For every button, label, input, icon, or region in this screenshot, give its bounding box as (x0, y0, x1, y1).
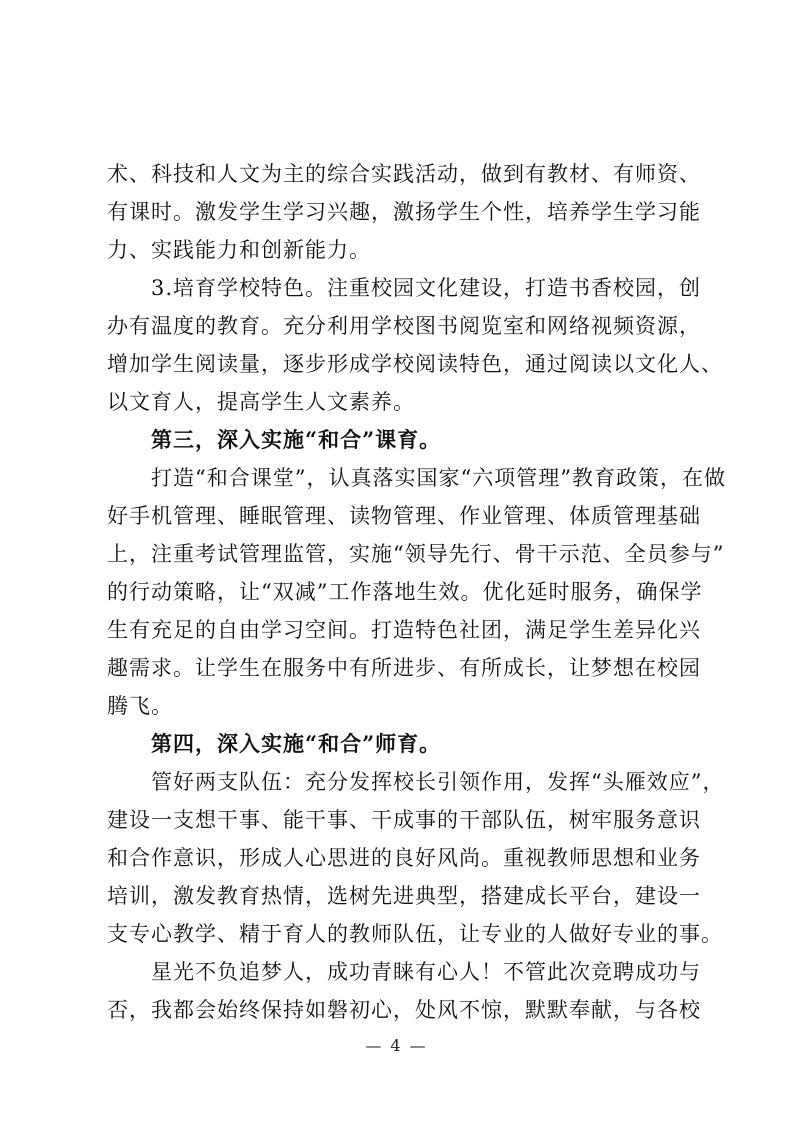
text-line: 星光不负追梦人，成功青睐有心人！不管此次竞聘成功与 (151, 960, 701, 984)
text-line: 生有充足的自由学习空间。打造特色社团，满足学生差异化兴 (107, 618, 701, 642)
text-line: 好手机管理、睡眠管理、读物管理、作业管理、体质管理基础 (107, 504, 701, 528)
text-line: 否，我都会始终保持如磐初心，处风不惊，默默奉献，与各校 (107, 998, 701, 1022)
text-line: 增加学生阅读量，逐步形成学校阅读特色，通过阅读以文化人、 (107, 352, 723, 376)
text-line: 第四，深入实施“和合”师育。 (151, 731, 442, 756)
text-line: 腾飞。 (107, 694, 173, 718)
text-line: 的行动策略，让“双减”工作落地生效。优化延时服务，确保学 (107, 580, 703, 604)
text-line: 打造“和合课堂”，认真落实国家“六项管理”教育政策，在做 (151, 466, 726, 490)
text-line: 有课时。激发学生学习兴趣，激扬学生个性，培养学生学习能 (107, 200, 701, 224)
paragraph (107, 459, 726, 725)
paragraph (107, 155, 701, 269)
text-line: 办有温度的教育。充分利用学校图书阅览室和网络视频资源， (107, 314, 701, 338)
text-line: 以文育人，提高学生人文素养。 (107, 390, 415, 414)
text-line: 建设一支想干事、能干事、干成事的干部队伍，树牢服务意识 (107, 808, 701, 832)
text-line: 支专心教学、精于育人的教师队伍，让专业的人做好专业的事。 (107, 922, 723, 946)
section-heading (107, 421, 691, 459)
text-line: 力、实践能力和创新能力。 (107, 238, 371, 262)
paragraph (107, 269, 723, 421)
text-line: 3.培育学校特色。注重校园文化建设，打造书香校园，创 (151, 276, 702, 300)
text-line: 管好两支队伍：充分发挥校长引领作用，发挥“头雁效应”， (151, 770, 725, 794)
page-number: — 4 — (365, 1036, 428, 1055)
text-line: 第三，深入实施“和合”课育。 (151, 427, 442, 452)
text-line: 培训，激发教育热情，选树先进典型，搭建成长平台，建设一 (107, 884, 701, 908)
text-line: 和合作意识，形成人心思进的良好风尚。重视教师思想和业务 (107, 846, 701, 870)
paragraph (107, 763, 725, 953)
paragraph (107, 953, 701, 1029)
text-line: 上，注重考试管理监管，实施“领导先行、骨干示范、全员参与” (107, 542, 725, 566)
text-line: 趣需求。让学生在服务中有所进步、有所成长，让梦想在校园 (107, 656, 701, 680)
text-line: 术、科技和人文为主的综合实践活动，做到有教材、有师资、 (107, 162, 701, 186)
section-heading (107, 725, 691, 763)
document-body (107, 155, 726, 1029)
